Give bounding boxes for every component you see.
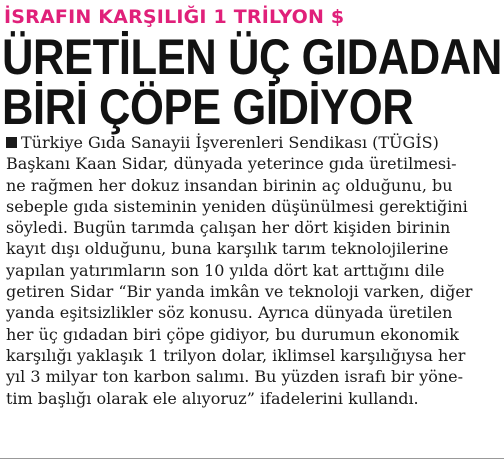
body-line: yıl 3 milyar ton karbon salımı. Bu yüzden israfı bir yöne- (6, 367, 463, 387)
body-line: yapılan yatırımların son 10 yılda dört kat arttığını dile (6, 260, 445, 280)
body-line: söyledi. Bugün tarımda çalışan her dört kişiden birinin (6, 218, 451, 238)
body-line: ne rağmen her dokuz insandan birinin aç olduğunu, bu (6, 175, 453, 195)
bottom-divider (0, 458, 504, 459)
article-body (6, 132, 498, 409)
body-line: tim başlığı olarak ele alıyoruz” ifadelerini kullandı. (6, 388, 419, 408)
body-line: kayıt dışı olduğunu, buna karşılık tarım teknolojilerine (6, 239, 449, 259)
body-line: Başkanı Kaan Sidar, dünyada yeterince gıda üretilmesi- (6, 154, 457, 174)
kicker-label: İSRAFIN KARŞILIĞI 1 TRİLYON $ (4, 6, 345, 28)
body-line-text: Türkiye Gıda Sanayii İşverenleri Sendikası (TÜGİS) (21, 133, 439, 152)
headline (2, 29, 502, 135)
body-line: yanda eşitsizlikler söz konusu. Ayrıca dünyada üretilen (6, 303, 453, 323)
headline-line: ÜRETİLEN ÜÇ GIDADAN (2, 29, 502, 85)
bullet-square-icon (6, 137, 17, 148)
body-line: her üç gıdadan biri çöpe gidiyor, bu durumun ekonomik (6, 324, 459, 344)
body-line: sebeple gıda sisteminin yeniden düşünülmesi gerektiğini (6, 196, 468, 216)
body-line (6, 132, 498, 153)
headline-line: BİRİ ÇÖPE GİDİYOR (2, 79, 414, 135)
body-line: getiren Sidar “Bir yanda imkân ve teknoloji varken, diğer (6, 282, 473, 302)
body-line: karşılığı yaklaşık 1 trilyon dolar, iklimsel karşılığıysa her (6, 345, 466, 365)
